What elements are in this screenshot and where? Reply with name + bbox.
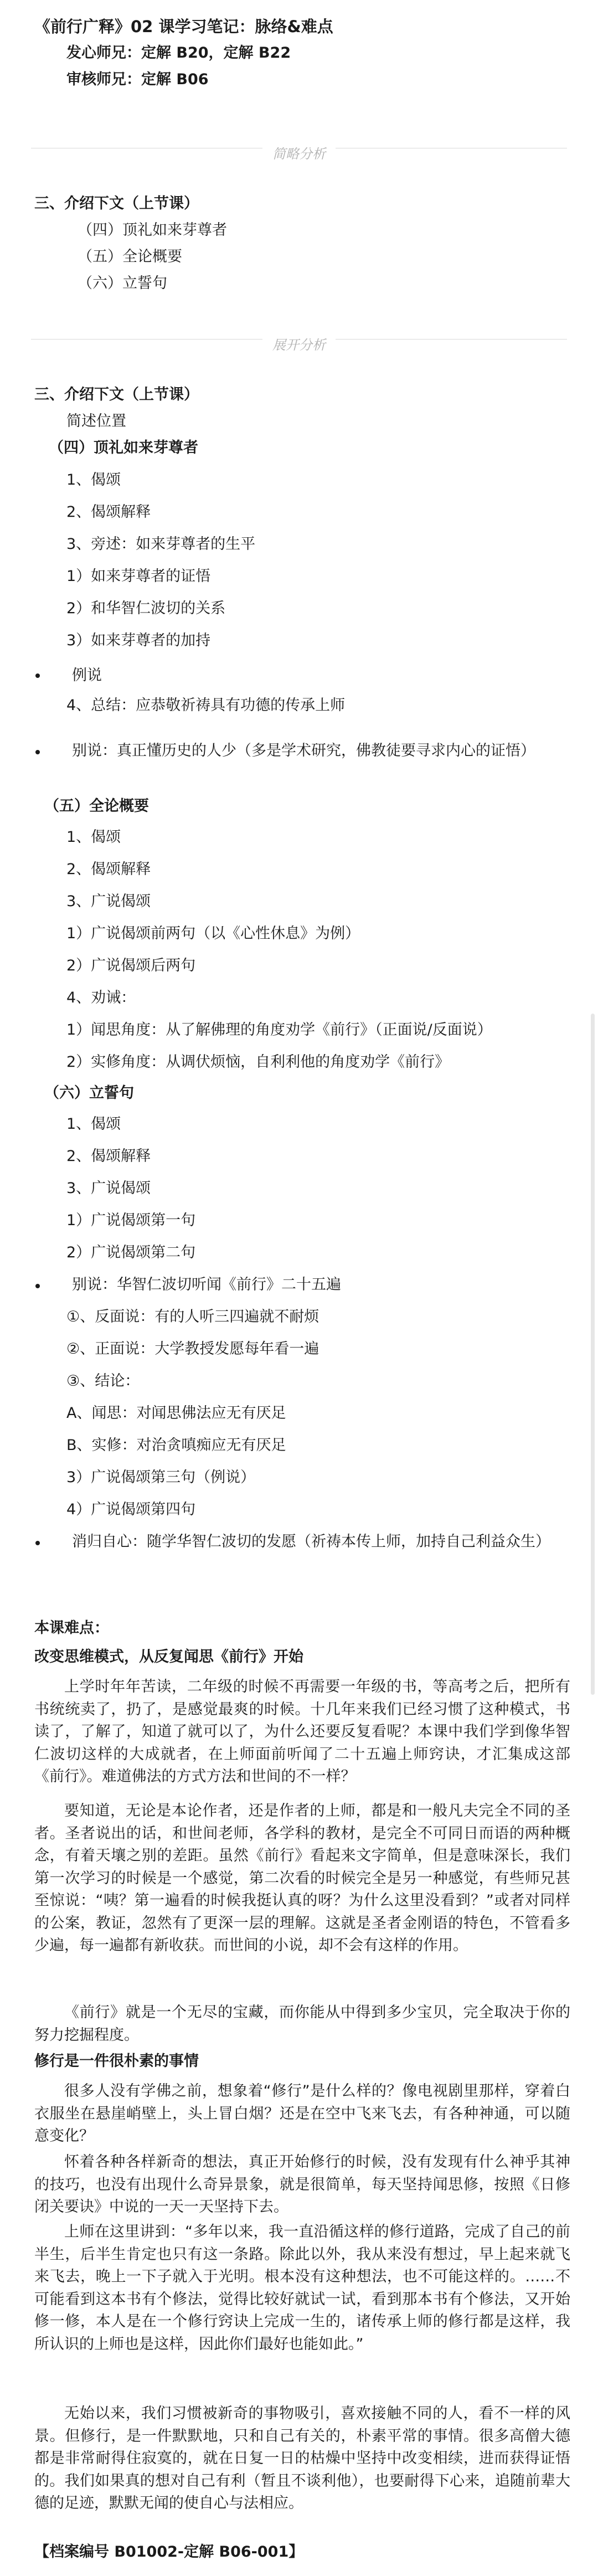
reviewer-line: 审核师兄：定解 B06 (66, 71, 209, 88)
outline-item: 4、劝诫： (66, 989, 136, 1006)
bullet-item: 例说 (72, 667, 102, 684)
brief-heading: 三、介绍下文（上节课） (34, 195, 199, 212)
topic1-paragraph: 要知道，无论是本论作者，还是作者的上师，都是和一般凡夫完全不同的圣者。圣者说出的话，和世间老师，各学科的教材，是完全不可同日而语的两种概念，有着天壤之别的差距。虽然《前行》看起来文字简单，但是意味深长，我们第一次学习的时候是一个感觉，第二次看的时候完全是另一种感觉，有些师兄甚至惊说：“咦？第一遍看的时候我挺认真的呀？为什么这里没看到？”或者对同样的公案，教证，忽然有了更深一层的理解。这就是圣者金刚语的特色，不管看多少遍，每一遍都有新收获。而世间的小说，却不会有这样的作用。 (34, 1802, 570, 1954)
outline-item: 1、偈颂 (66, 471, 121, 489)
outline-item: 1）广说偈颂前两句（以《心性休息》为例） (66, 925, 360, 942)
outline-item: B、实修：对治贪嗔痴应无有厌足 (66, 1437, 286, 1454)
outline-item: 3、广说偈颂 (66, 1180, 151, 1197)
outline-item: ②、正面说：大学教授发愿每年看一遍 (66, 1340, 319, 1358)
scrollbar[interactable] (591, 1014, 595, 1695)
outline-item: A、闻思：对闻思佛法应无有厌足 (66, 1405, 286, 1422)
section6-title: （六）立誓句 (44, 1084, 134, 1102)
outline-item: 3）广说偈颂第三句（例说） (66, 1469, 256, 1486)
outline-item: 2）实修角度：从调伏烦恼，自利利他的角度劝学《前行》 (66, 1053, 450, 1071)
outline-item: 2）广说偈颂后两句 (66, 957, 196, 974)
outline-item: 2、偈颂解释 (66, 1148, 151, 1165)
topic2-paragraph: 无始以来，我们习惯被新奇的事物吸引，喜欢接触不同的人，看不一样的风景。但修行，是一件默默地，只和自己有关的，朴素平常的事情。很多高僧大德都是非常耐得住寂寞的，就在日复一日的枯燥中坚持中改变相续，进而获得证悟的。我们如果真的想对自己有利（暂且不谈利他），也要耐得下心来，追随前辈大德的足迹，默默无闻的使自心与法相应。 (34, 2405, 570, 2512)
outline-item: ①、反面说：有的人听三四遍就不耐烦 (66, 1308, 319, 1325)
difficulty-heading: 本课难点： (34, 1619, 109, 1637)
section5-title: （五）全论概要 (44, 798, 149, 815)
outline-item: 2）和华智仁波切的关系 (66, 600, 226, 617)
topic2-paragraph: 很多人没有学佛之前，想象着“修行”是什么样的？像电视剧里那样，穿着白衣服坐在悬崖峭壁上，头上冒白烟？还是在空中飞来飞去，有各种神通，可以随意变化？ (34, 2083, 570, 2145)
archive-number: 【档案编号 B01002-定解 B06-001】 (34, 2543, 304, 2560)
outline-item: 2）广说偈颂第二句 (66, 1244, 196, 1261)
outline-item: 1）广说偈颂第一句 (66, 1212, 196, 1229)
expand-heading: 三、介绍下文（上节课） (34, 386, 199, 403)
section-divider-expand: 展开分析 (0, 337, 598, 353)
outline-item: 1）如来芽尊者的证悟 (66, 568, 211, 585)
bullet-item: 消归自心：随学华智仁波切的发愿（祈祷本传上师，加持自己利益众生） (72, 1533, 550, 1550)
brief-item: （五）全论概要 (78, 248, 182, 265)
page-title: 《前行广释》02 课学习笔记：脉络&难点 (34, 17, 333, 36)
authors-line: 发心师兄：定解 B20，定解 B22 (66, 44, 291, 61)
topic1-paragraph: 《前行》就是一个无尽的宝藏，而你能从中得到多少宝贝，完全取决于你的努力挖掘程度。 (34, 2004, 570, 2044)
bullet-dot (35, 1284, 40, 1288)
outline-item: 3、旁述：如来芽尊者的生平 (66, 536, 256, 553)
outline-item: 4）广说偈颂第四句 (66, 1501, 196, 1518)
outline-item: 3）如来芽尊者的加持 (66, 632, 211, 649)
brief-item: （四）顶礼如来芽尊者 (78, 222, 227, 239)
section4-title: （四）顶礼如来芽尊者 (49, 439, 198, 456)
section-divider-brief: 简略分析 (0, 146, 598, 162)
expand-intro: 简述位置 (66, 413, 126, 430)
outline-item: 4、总结：应恭敬祈祷具有功德的传承上师 (66, 697, 346, 714)
outline-item: ③、结论： (66, 1372, 140, 1390)
bullet-item: 别说：真正懂历史的人少（多是学术研究，佛教徒要寻求内心的证悟） (72, 742, 535, 759)
topic2-paragraph: 怀着各种各样新奇的想法，真正开始修行的时候，没有发现有什么神乎其神的技巧，也没有出现什么奇异景象，就是很简单，每天坚持闻思修，按照《日修闭关要诀》中说的一天一天坚持下去。 (34, 2153, 570, 2215)
topic2-paragraph: 上师在这里讲到：“多年以来，我一直沿循这样的修行道路，完成了自己的前半生，后半生肯定也只有这一条路。除此以外，我从来没有想过，早上起来就飞来飞去，晚上一下子就入于光明。根本没有这种想法，也不可能这样的。……不可能看到这本书有个修法，觉得比较好就试一试，看到那本书有个修法，又开始修一修，本人是在一个修行窍诀上完成一生的，诸传承上师的修行都是这样，我所认识的上师也是这样，因此你们最好也能如此。” (34, 2223, 570, 2353)
bullet-dot (35, 673, 40, 678)
brief-item: （六）立誓句 (78, 275, 167, 292)
bullet-dot (35, 750, 40, 754)
outline-item: 2、偈颂解释 (66, 503, 151, 521)
outline-item: 2、偈颂解释 (66, 861, 151, 878)
topic2-title: 修行是一件很朴素的事情 (34, 2053, 199, 2070)
topic1-paragraph: 上学时年年苦读，二年级的时候不再需要一年级的书，等高考之后，把所有书统统卖了，扔了，是感觉最爽的时候。十几年来我们已经习惯了这种模式，书读了，了解了，知道了就可以了，为什么还要反复看呢？本课中我们学到像华智仁波切这样的大成就者，在上师面前听闻了二十五遍上师窍诀，才汇集成这部《前行》。难道佛法的方式方法和世间的不一样？ (34, 1678, 570, 1785)
outline-item: 1）闻思角度：从了解佛理的角度劝学《前行》（正面说/反面说） (66, 1021, 492, 1038)
bullet-dot (35, 1541, 40, 1545)
topic1-title: 改变思维模式，从反复闻思《前行》开始 (34, 1648, 303, 1665)
outline-item: 1、偈颂 (66, 829, 121, 846)
bullet-item: 别说：华智仁波切听闻《前行》二十五遍 (72, 1276, 341, 1293)
outline-item: 3、广说偈颂 (66, 893, 151, 910)
outline-item: 1、偈颂 (66, 1115, 121, 1133)
